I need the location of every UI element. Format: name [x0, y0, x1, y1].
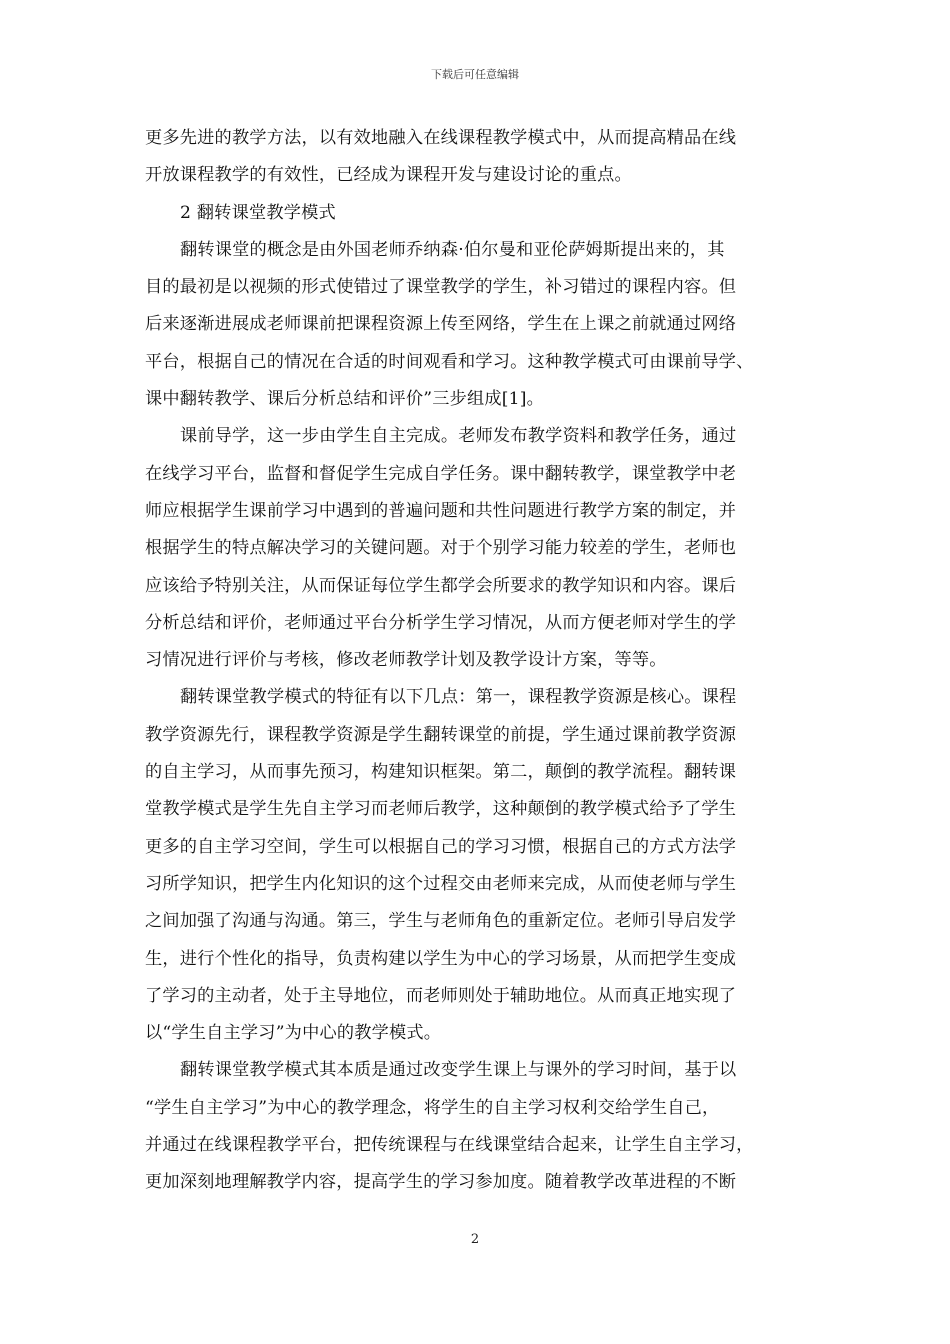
text-line: 平台，根据自己的情况在合适的时间观看和学习。这种教学模式可由课前导学、: [145, 351, 754, 372]
text-line: 应该给予特别关注，从而保证每位学生都学会所要求的教学知识和内容。课后: [145, 575, 737, 596]
text-line: “学生自主学习”为中心的教学理念，将学生的自主学习权利交给学生自己，: [145, 1097, 720, 1118]
page-number: 2: [470, 1232, 480, 1247]
text-line: 堂教学模式是学生先自主学习而老师后教学，这种颠倒的教学模式给予了学生: [145, 799, 737, 820]
text-line: 习所学知识，把学生内化知识的这个过程交由老师来完成，从而使老师与学生: [145, 873, 737, 894]
text-line: 以“学生自主学习”为中心的教学模式。: [145, 1023, 442, 1044]
text-line: 课中翻转教学、课后分析总结和评价”三步组成[1]。: [145, 389, 545, 410]
text-line: 之间加强了沟通与沟通。第三，学生与老师角色的重新定位。老师引导启发学: [145, 911, 737, 932]
text-line: 在线学习平台，监督和督促学生完成自学任务。课中翻转教学，课堂教学中老: [145, 463, 737, 484]
text-line: 目的最初是以视频的形式使错过了课堂教学的学生，补习错过的课程内容。但: [145, 277, 737, 298]
text-line: 更多的自主学习空间，学生可以根据自己的学习习惯，根据自己的方式方法学: [145, 836, 737, 857]
text-line: 师应根据学生课前学习中遇到的普遍问题和共性问题进行教学方案的制定，并: [145, 500, 737, 521]
text-line: 后来逐渐进展成老师课前把课程资源上传至网络，学生在上课之前就通过网络: [145, 314, 737, 335]
paragraph-start-line: 翻转课堂教学模式的特征有以下几点：第一，课程教学资源是核心。课程: [180, 687, 737, 708]
text-line: 更加深刻地理解教学内容，提高学生的学习参加度。随着教学改革进程的不断: [145, 1172, 737, 1193]
text-line: 了学习的主动者，处于主导地位，而老师则处于辅助地位。从而真正地实现了: [145, 985, 737, 1006]
text-line: 开放课程教学的有效性，已经成为课程开发与建设讨论的重点。: [145, 165, 632, 186]
paragraph-start-line: 翻转课堂教学模式其本质是通过改变学生课上与课外的学习时间，基于以: [180, 1060, 737, 1081]
paragraph-start-line: 翻转课堂的概念是由外国老师乔纳森·伯尔曼和亚伦萨姆斯提出来的，其: [180, 239, 725, 260]
text-line: 的自主学习，从而事先预习，构建知识框架。第二，颠倒的教学流程。翻转课: [145, 762, 737, 783]
text-line: 习情况进行评价与考核，修改老师教学计划及教学设计方案，等等。: [145, 650, 667, 671]
text-line: 根据学生的特点解决学习的关键问题。对于个别学习能力较差的学生，老师也: [145, 538, 737, 559]
text-line: 并通过在线课程教学平台，把传统课程与在线课堂结合起来，让学生自主学习，: [145, 1135, 754, 1156]
section-heading: 2 翻转课堂教学模式: [180, 202, 336, 223]
text-line: 生，进行个性化的指导，负责构建以学生为中心的学习场景，从而把学生变成: [145, 948, 737, 969]
text-line: 分析总结和评价，老师通过平台分析学生学习情况，从而方便老师对学生的学: [145, 612, 737, 633]
document-body: [145, 120, 810, 1202]
page-header: 下载后可任意编辑: [431, 68, 519, 81]
text-line: 教学资源先行，课程教学资源是学生翻转课堂的前提，学生通过课前教学资源: [145, 724, 737, 745]
text-line: 更多先进的教学方法，以有效地融入在线课程教学模式中，从而提高精品在线: [145, 128, 737, 148]
paragraph-start-line: 课前导学，这一步由学生自主完成。老师发布教学资料和教学任务，通过: [180, 426, 737, 447]
